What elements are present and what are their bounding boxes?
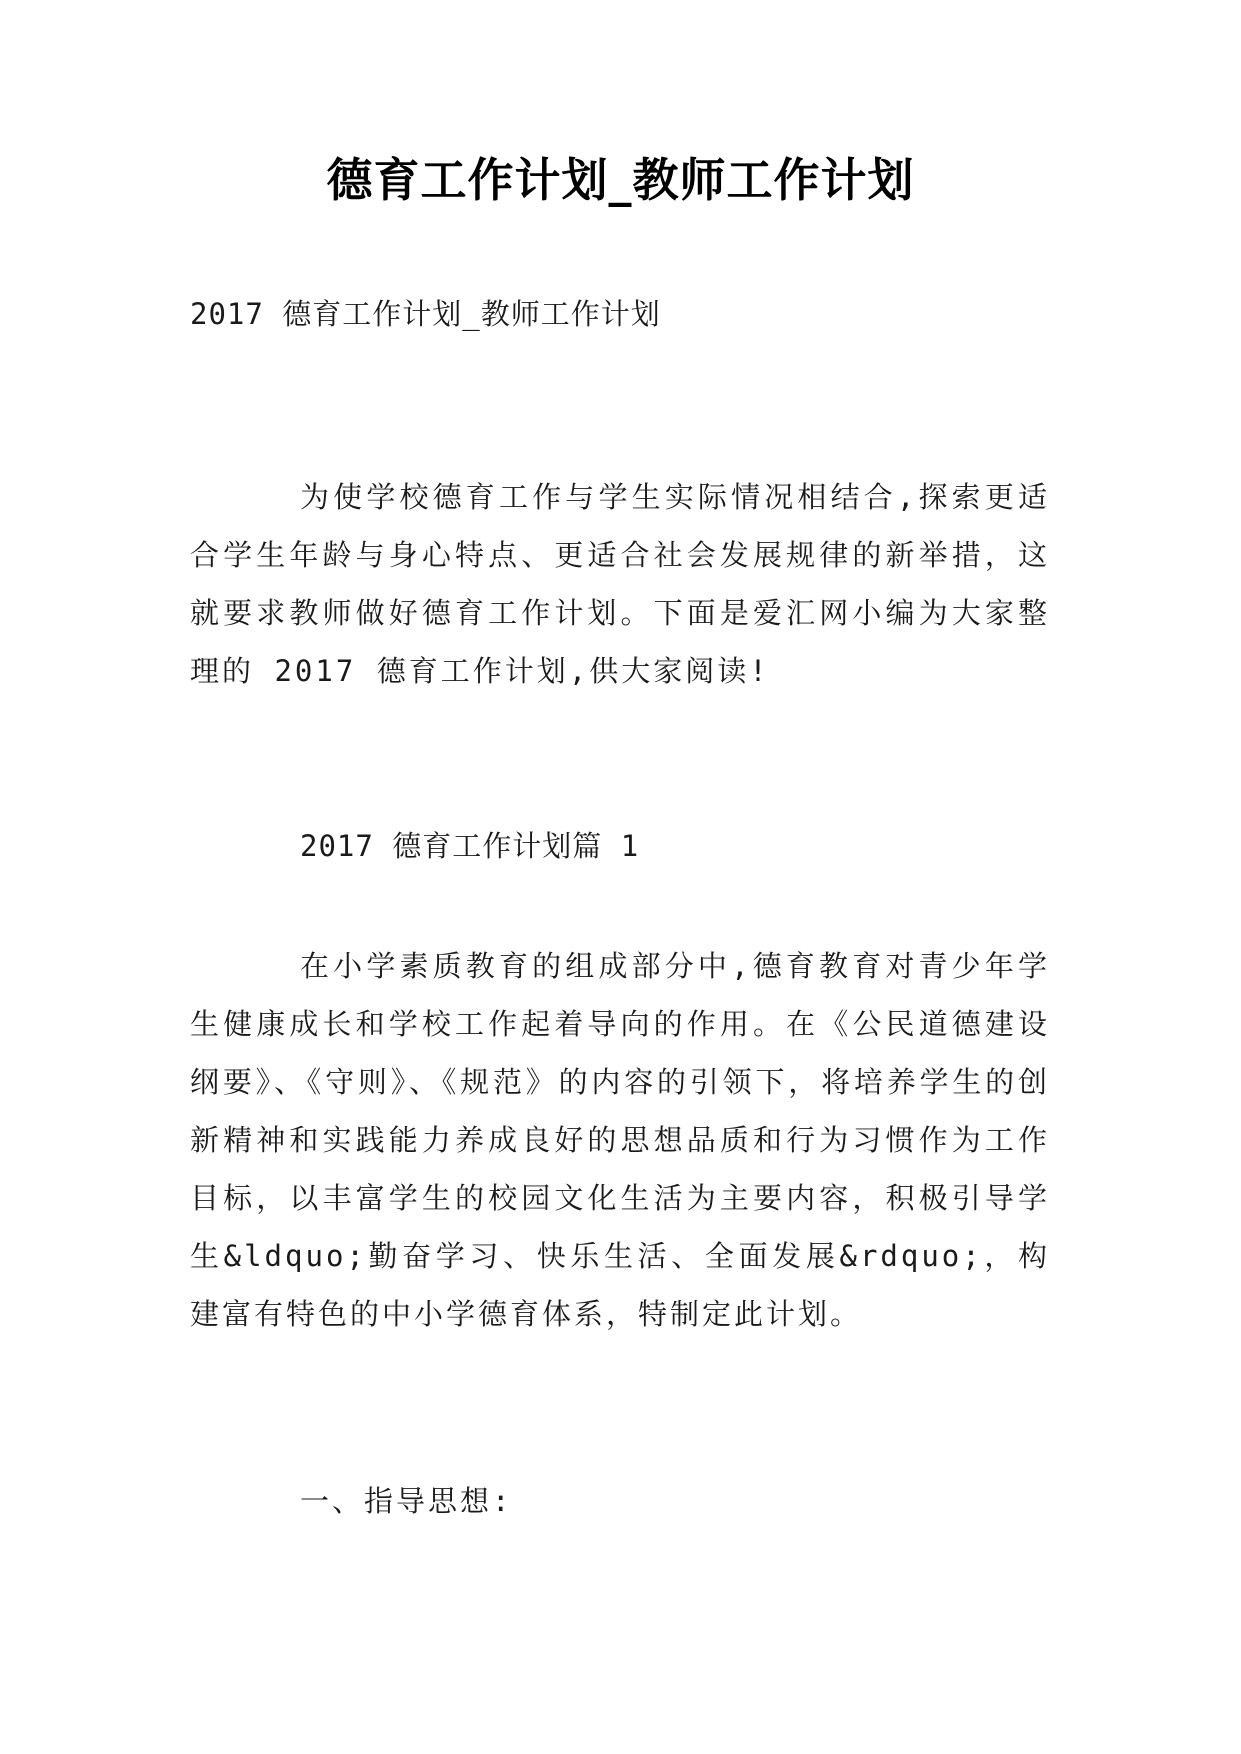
document-subtitle: 2017 德育工作计划_教师工作计划 xyxy=(190,297,661,331)
section-heading: 2017 德育工作计划篇 1 xyxy=(300,829,640,863)
intro-paragraph: 为使学校德育工作与学生实际情况相结合,探索更适合学生年龄与身心特点、更适合社会发展规律的新举措，这就要求教师做好德育工作计划。下面是爱汇网小编为大家整理的 2017 德育工作计划,供大家阅读! xyxy=(190,480,1050,688)
section-paragraph: 在小学素质教育的组成部分中,德育教育对青少年学生健康成长和学校工作起着导向的作用。在《公民道德建设纲要》、《守则》、《规范》的内容的引领下，将培养学生的创新精神和实践能力养成良好的思想品质和行为习惯作为工作目标，以丰富学生的校园文化生活为主要内容，积极引导学生&ldquo;勤奋学习、快乐生活、全面发展&rdquo;，构建富有特色的中小学德育体系，特制定此计划。 xyxy=(190,949,1050,1331)
document-title: 德育工作计划_教师工作计划 xyxy=(326,153,915,207)
guide-heading: 一、指导思想: xyxy=(300,1484,513,1518)
